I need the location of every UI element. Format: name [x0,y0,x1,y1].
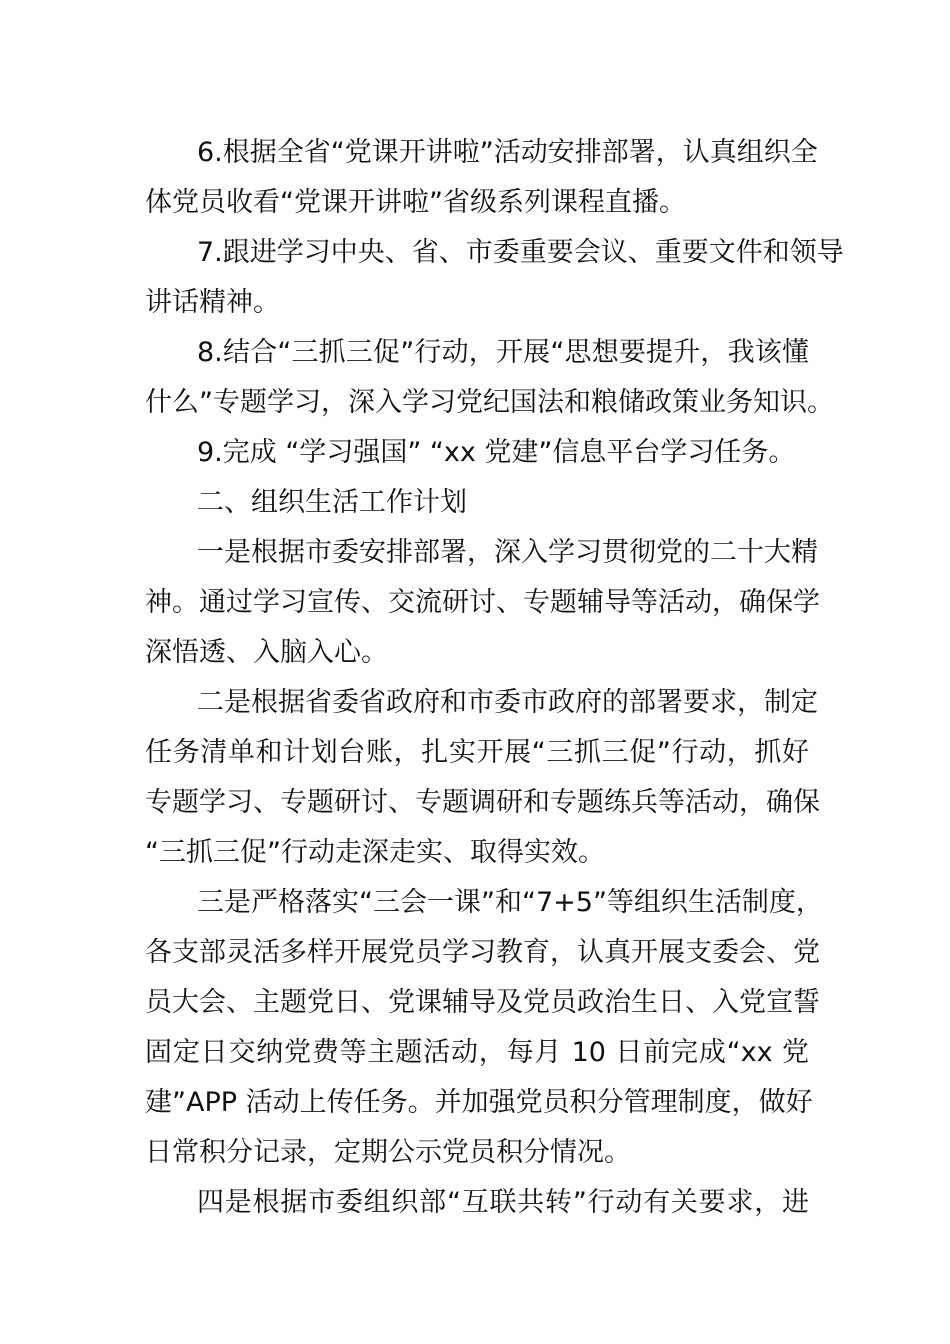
text-line: 固定日交纳党费等主题活动，每月 10 日前完成“xx 党 [145,1037,809,1068]
text-line: 二是根据省委省政府和市委市政府的部署要求，制定 [197,687,818,718]
paragraph-point-2 [145,678,820,878]
text-line: 日常积分记录，定期公示党员积分情况。 [145,1137,631,1168]
text-line: 深悟透、入脑入心。 [145,637,388,668]
text-line: “三抓三促”行动走深走实、取得实效。 [145,837,605,868]
text-line: 什么”专题学习，深入学习党纪国法和粮储政策业务知识。 [145,387,834,418]
text-line: 体党员收看“党课开讲啦”省级系列课程直播。 [145,187,686,218]
text-line: 8.结合“三抓三促”行动，开展“思想要提升，我该懂 [197,337,809,368]
text-line: 任务清单和计划台账，扎实开展“三抓三促”行动，抓好 [145,737,809,768]
text-line: 四是根据市委组织部“互联共转”行动有关要求，进 [197,1187,809,1218]
paragraph-point-1 [145,528,820,678]
paragraph-point-4 [145,1178,809,1228]
paragraph-item-8 [145,328,834,428]
paragraph-item-6 [145,128,818,228]
text-line: 员大会、主题党日、党课辅导及党员政治生日、入党宣誓 [145,987,820,1018]
paragraph-item-9 [145,428,809,478]
text-line: 各支部灵活多样开展党员学习教育，认真开展支委会、党 [145,937,820,968]
text-line: 讲话精神。 [145,287,280,318]
paragraph-point-3 [145,878,823,1178]
text-line: 7.跟进学习中央、省、市委重要会议、重要文件和领导 [197,237,844,268]
text-line: 一是根据市委安排部署，深入学习贯彻党的二十大精 [197,537,818,568]
text-line: 9.完成 “学习强国” “xx 党建”信息平台学习任务。 [197,437,796,468]
heading-text: 二、组织生活工作计划 [197,487,467,518]
text-line: 神。通过学习宣传、交流研讨、专题辅导等活动，确保学 [145,587,820,618]
text-line: 建”APP 活动上传任务。并加强党员积分管理制度，做好 [145,1087,813,1118]
document-page [145,128,844,1228]
text-line: 专题学习、专题研讨、专题调研和专题练兵等活动，确保 [145,787,820,818]
text-line: 6.根据全省“党课开讲啦”活动安排部署，认真组织全 [197,137,818,168]
section-heading [145,478,809,528]
text-line: 三是严格落实“三会一课”和“7+5”等组织生活制度， [197,887,823,918]
paragraph-item-7 [145,228,844,328]
